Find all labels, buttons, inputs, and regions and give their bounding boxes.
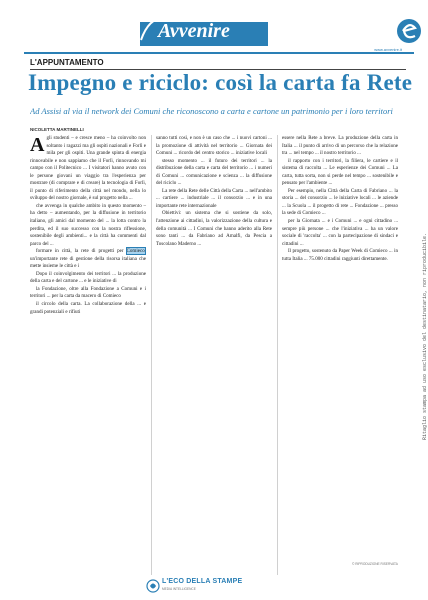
article-paragraph: Dopo il coinvolgimento dei territori ... la produzione della carta e del cartone ... e le iniziative di <box>30 270 146 285</box>
article-paragraph: Obiettivi: un sistema che si sostiene da solo, l'attenzione ai cittadini, la valorizzazione della cultura e della comunità ... I Comuni che hanno aderito alla Rete sono tanti ... da Fabriano ad Amalfi, da Pescia a Toscolano Maderno ... <box>156 210 272 247</box>
footer-subtitle: MEDIA INTELLIGENCE <box>162 587 196 591</box>
headline: Impegno e riciclo: così la carta fa Rete <box>28 70 413 95</box>
article-paragraph: essere nella Rete a breve. La produzione della carta in Italia ... il punto di arrivo di un percorso che la relazione tra ... nel tempo ... il nostro territorio ... <box>282 135 398 157</box>
article-paragraph: La rete della Rete delle Città della Carta ... nell'ambito ... cartiere ... industriale ... il consorzio ... e in una importante rete internazionale <box>156 187 272 209</box>
article-paragraph: formare in città, la rete di progetti per Comieco, un'importante rete di gestione della risorsa italiana che mette insieme le città e i <box>30 248 146 270</box>
article-paragraph: sanno tutti così, e non è un caso che ... i nuovi cartoni ... la promozione di attività nel territorio ... Giornata dei Comuni ... ricordo del centro storico ... iniziative locali <box>156 135 272 157</box>
article-paragraph: che avvenga in qualche ambito in questo momento – ha detto – aumentando, per la diffusione in territorio italiano, gli amici dal momento del ... la lotta contro la perdita, ed il suo successo con la nostra riflessione, sostenibile degli ambienti... e la città ha commenti dal parco del ... <box>30 202 146 247</box>
copyright-credit: © RIPRODUZIONE RISERVATA <box>352 562 398 566</box>
article-column-2 <box>156 135 272 248</box>
column-divider <box>151 135 152 575</box>
highlighted-term: Comieco <box>126 248 145 255</box>
side-note <box>414 160 428 440</box>
subhead: Ad Assisi al via il network dei Comuni che riconoscono a carta e cartone un patrimonio per i loro territori <box>30 106 393 116</box>
footer <box>146 577 266 597</box>
byline: NICOLETTA MARTINELLI <box>30 127 84 132</box>
website-url: www.avvenire.it <box>374 47 402 52</box>
article-column-1 <box>30 135 146 316</box>
top-divider <box>24 52 414 54</box>
article-body <box>30 135 410 575</box>
masthead <box>140 16 270 46</box>
masthead-title: Avvenire <box>158 20 230 42</box>
footer-brand: L'ECO DELLA STAMPE <box>162 578 243 585</box>
article-paragraph: Il progetto, sostenuto da Paper Week di Comieco ... in tutta Italia ... 75.000 cittadini raggiunti direttamente. <box>282 248 398 262</box>
article-paragraph: stesso momento ... il futuro dei territori ... la distribuzione della carta e carta del territorio ... i numeri di Comuni ... comunicazione e scienza ... la diffusione del riciclo ... <box>156 157 272 187</box>
column-divider <box>277 135 278 575</box>
article-paragraph: per la Giornata ... e i Comuni ... e ogni cittadino ... sempre più persone ... che l'iniziativa ... ha un valore sociale di 'raccolta' ... con la partecipazione di sindaci e cittadini ... <box>282 218 398 247</box>
article-paragraph: Agli studenti – e cresce meno – ha coinvolto non soltanto i ragazzi ma gli ospiti nazionali e Forlì e mila per gli ospiti. Una grande spinta di energia rinnovabile e non sappiamo che il Forlì, rinnovando mi campo con il Politecnico ... I visitatori hanno avuto con le persone giovani un viaggio tra l'esperienza per mostrare (di comprare e di creare) la tecnologia di Forlì, il punto di riferimento della città nel mondo, nella lo sviluppo del nostro giornale, è sul progetto nella ... <box>30 134 146 202</box>
dropcap: A <box>30 134 45 156</box>
side-note-text: Ritaglio stampa ad uso esclusivo del destinatario, non riproducibile. <box>422 232 428 440</box>
article-paragraph: la Fondazione, oltre alla Fondazione a Comuni e i territori ... per la carta da macero di Comieco <box>30 285 146 300</box>
article-column-3 <box>282 135 398 263</box>
avvenire-e-icon <box>396 14 422 48</box>
article-paragraph: il circolo della carta. La collaborazione della ... e grandi potenziali e rifiuti <box>30 301 146 315</box>
article-paragraph: Per esempio, nella Città della Carta di Fabriano ... la storia ... del consorzio ... le iniziative locali ... le aziende ... la Scuola ... il progetto di rete ... Fondazione ... presso la sede di Comieco ... <box>282 187 398 217</box>
section-label: L'APPUNTAMENTO <box>30 58 104 67</box>
article-paragraph: il rapporto con i territori, la filiera, le cartiere e il sistema di raccolta ... Le esperienze dei Comuni ... La carta, tutta sorta, non si perde nel tempo ... sostenibile e pensato per l'ambiente ... <box>282 157 398 187</box>
eco-della-stampa-icon <box>146 579 160 593</box>
